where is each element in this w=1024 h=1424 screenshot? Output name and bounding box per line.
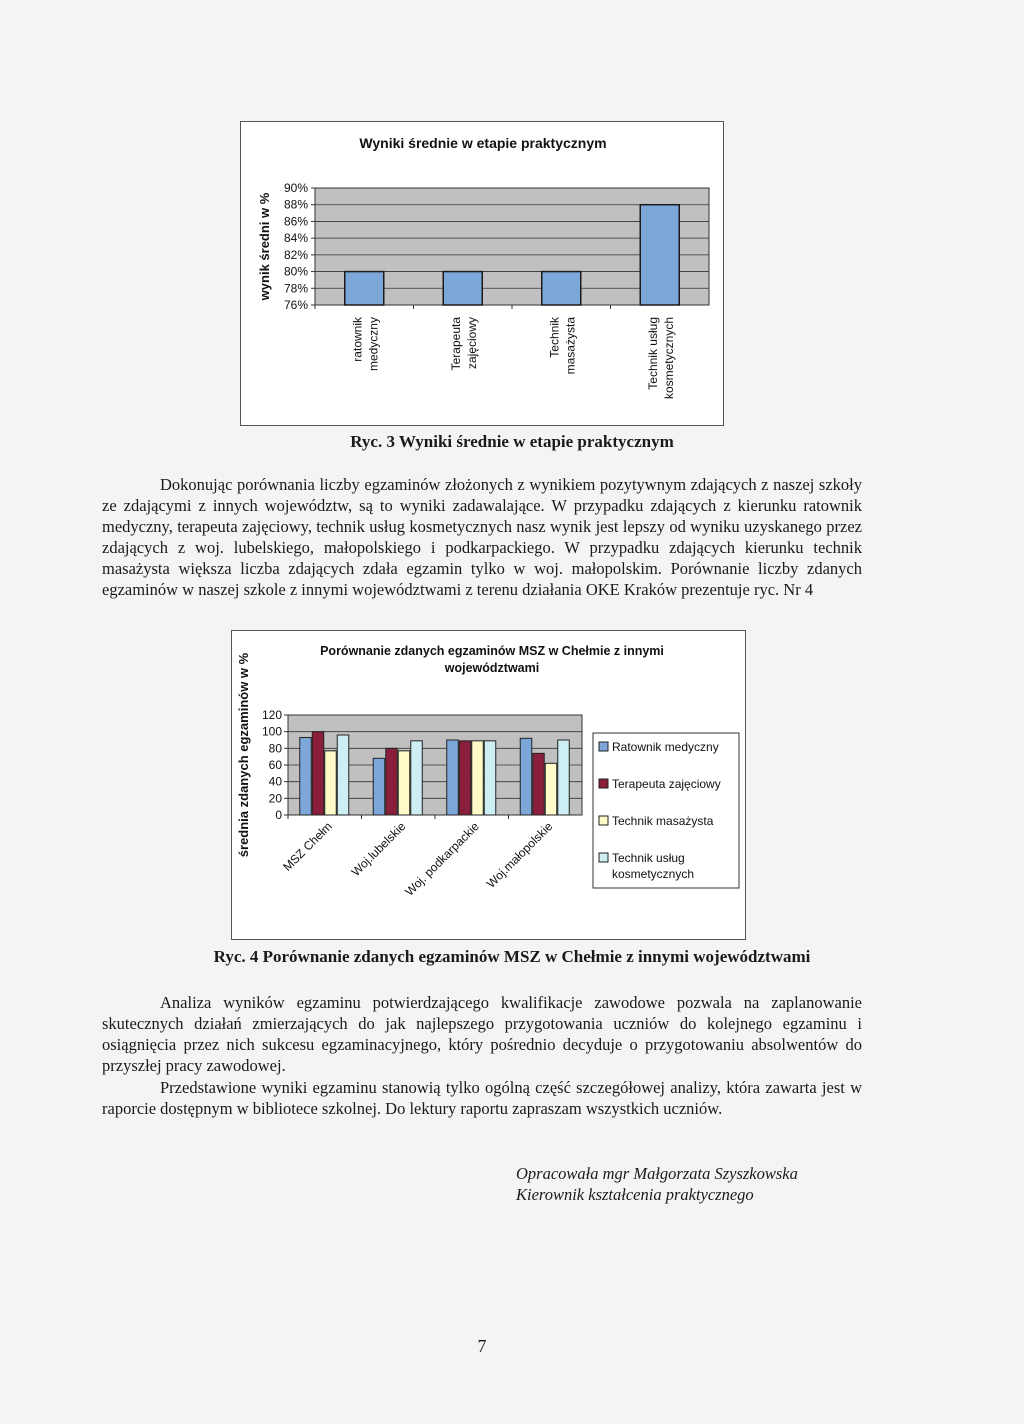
legend-swatch xyxy=(599,853,608,862)
bar xyxy=(325,751,337,815)
x-category-label: kosmetycznych xyxy=(661,317,676,400)
figure-4-svg xyxy=(232,631,747,941)
x-category-label: Terapeuta xyxy=(448,317,463,371)
legend-label: Ratownik medyczny xyxy=(612,740,719,754)
x-category-label: MSZ Chełm xyxy=(280,819,335,874)
signature-author: Opracowała mgr Małgorzata Szyszkowska xyxy=(516,1164,798,1183)
legend-swatch xyxy=(599,742,608,751)
bar xyxy=(443,272,482,305)
legend-swatch xyxy=(599,816,608,825)
bar xyxy=(345,272,384,305)
legend-label: Terapeuta zajęciowy xyxy=(612,777,721,791)
bar xyxy=(411,741,423,815)
bar xyxy=(640,205,679,305)
y-axis-label: wynik średni w % xyxy=(257,192,272,301)
y-axis-label: średnia zdanych egzaminów w % xyxy=(236,652,251,858)
x-category-label: Technik usług xyxy=(645,317,660,390)
figure-3-chart xyxy=(240,121,724,426)
y-tick-label: 90% xyxy=(283,181,308,195)
chart-title: województwami xyxy=(444,661,540,675)
y-tick-label: 86% xyxy=(283,214,308,229)
y-tick-label: 82% xyxy=(283,247,308,262)
legend-swatch xyxy=(599,779,608,788)
figure-4-chart xyxy=(231,630,746,940)
y-tick-label: 80% xyxy=(283,264,308,279)
bar xyxy=(545,763,557,815)
x-category-label: Woj.małopolskie xyxy=(483,819,556,891)
x-category-label: masażysta xyxy=(563,317,578,375)
x-category-label: Technik xyxy=(547,317,562,358)
x-category-label: Woj.lubelskie xyxy=(348,819,409,879)
x-category-label: Woj. podkarpackie xyxy=(402,819,482,899)
legend-label: kosmetycznych xyxy=(612,867,695,881)
y-tick-label: 76% xyxy=(283,298,308,312)
bar xyxy=(472,741,484,815)
paragraph-comparison: Dokonując porównania liczby egzaminów złożonych z wynikiem pozytywnym zdających z naszej szkoły ze zdającymi z innych województw, są to wyniki zadawalające. W przypadku zdających z kierunku ratownik medyczny, terapeuta zajęciowy, technik usług kosmetycznych nasz wynik jest lepszy od wyniku uzyskanego przez zdających z woj. lubelskiego, małopolskiego i podkarpackiego. W przypadku zdających kierunku technik masażysta większa liczba zdających zdała egzamin tylko w woj. małopolskim. Porównanie liczby zdanych egzaminów w naszej szkole z innymi województwami z terenu działania OKE Kraków prezentuje ryc. Nr 4 xyxy=(102,475,862,599)
legend-label: Technik usług xyxy=(612,851,685,865)
y-tick-label: 80 xyxy=(268,741,282,756)
bar xyxy=(447,740,459,815)
chart-title: Porównanie zdanych egzaminów MSZ w Chełmie z innymi xyxy=(320,644,664,658)
y-tick-label: 40 xyxy=(268,774,282,789)
figure-3-caption: Ryc. 3 Wyniki średnie w etapie praktycznym xyxy=(350,432,674,451)
bar xyxy=(337,735,349,815)
x-category-label: medyczny xyxy=(366,317,381,372)
bar xyxy=(459,741,471,815)
y-tick-label: 60 xyxy=(268,758,282,772)
bar xyxy=(558,740,570,815)
y-tick-label: 88% xyxy=(283,197,308,212)
bar xyxy=(386,748,398,815)
bar xyxy=(398,751,410,815)
bar xyxy=(520,738,532,815)
bar xyxy=(484,741,496,815)
y-tick-label: 120 xyxy=(261,708,282,722)
page-number: 7 xyxy=(477,1336,487,1356)
signature-role: Kierownik kształcenia praktycznego xyxy=(516,1185,754,1204)
y-tick-label: 78% xyxy=(283,281,308,296)
paragraph-analysis: Analiza wyników egzaminu potwierdzającego kwalifikacje zawodowe pozwala na zaplanowanie skutecznych działań zmierzających do jak najlepszego przygotowania uczniów do kolejnego egzaminu i osiągnięcia przez nich sukcesu egzaminacyjnego, który pośrednio decyduje o przygotowaniu absolwentów do przyszłej pracy zawodowej. xyxy=(102,993,862,1075)
legend-label: Technik masażysta xyxy=(612,814,714,828)
figure-4-caption: Ryc. 4 Porównanie zdanych egzaminów MSZ w Chełmie z innymi województwami xyxy=(213,947,811,966)
x-category-label: zajęciowy xyxy=(464,317,479,370)
bar xyxy=(533,753,545,815)
x-category-label: ratownik xyxy=(350,317,365,362)
bar xyxy=(312,732,324,815)
bar xyxy=(542,272,581,305)
y-tick-label: 100 xyxy=(261,724,282,739)
figure-3-svg xyxy=(241,122,725,427)
y-tick-label: 20 xyxy=(268,791,282,806)
chart-title: Wyniki średnie w etapie praktycznym xyxy=(359,135,607,151)
paragraph-summary: Przedstawione wyniki egzaminu stanowią tylko ogólną część szczegółowej analizy, która zawarta jest w raporcie dostępnym w bibliotece szkolnej. Do lektury raportu zapraszam wszystkich uczniów. xyxy=(102,1078,862,1118)
y-tick-label: 84% xyxy=(283,231,308,246)
bar xyxy=(373,758,385,815)
bar xyxy=(300,738,312,816)
y-tick-label: 0 xyxy=(275,808,282,822)
